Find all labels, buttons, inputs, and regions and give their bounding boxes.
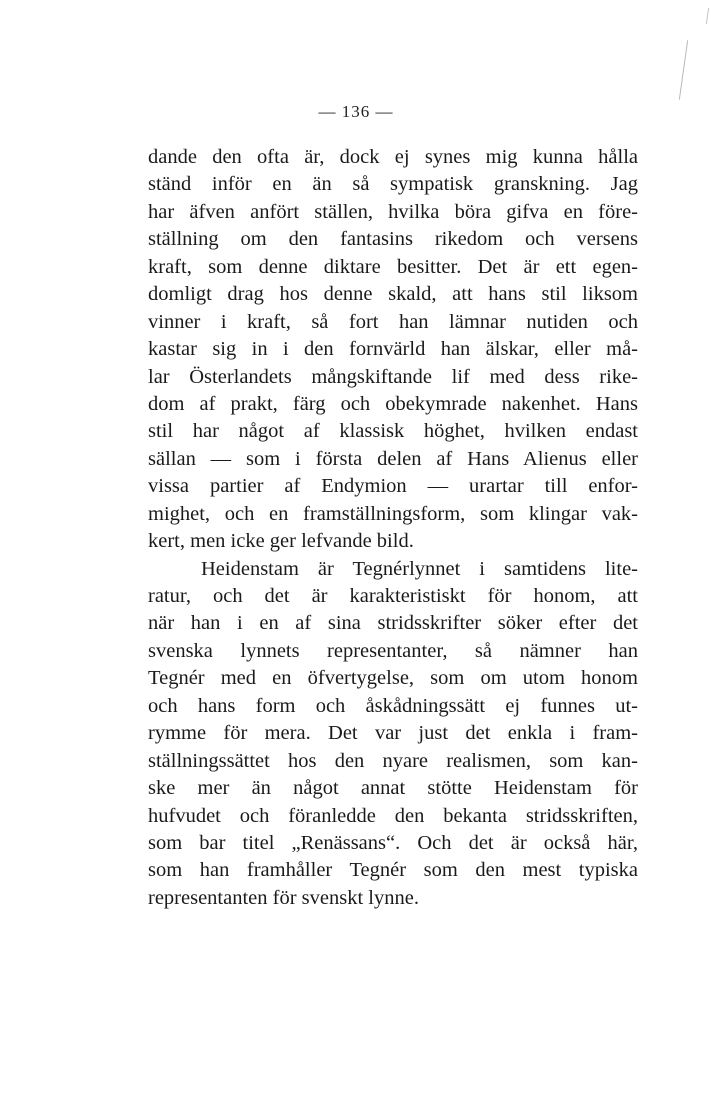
text-line: representanten för svenskt lynne. xyxy=(148,886,419,909)
text-line: som bar titel „Renässans“. Och det är också här, xyxy=(148,831,638,854)
text-line: rymme för mera. Det var just det enkla i fram- xyxy=(148,722,638,745)
text-line: vinner i kraft, så fort han lämnar nutiden och xyxy=(148,310,638,333)
text-line: dom af prakt, färg och obekymrade nakenhet. Hans xyxy=(148,392,638,415)
text-line: ständ inför en än så sympatisk granskning. Jag xyxy=(148,173,638,196)
text-line: Tegnér med en öfvertygelse, som om utom honom xyxy=(148,667,638,690)
text-line: sällan — som i första delen af Hans Alienus eller xyxy=(148,447,638,470)
text-line: när han i en af sina stridsskrifter söker efter det xyxy=(148,612,638,635)
text-line: som han framhåller Tegnér som den mest typiska xyxy=(148,859,638,882)
text-line: ställning om den fantasins rikedom och versens xyxy=(148,228,638,251)
text-line: dande den ofta är, dock ej synes mig kunna hålla xyxy=(148,146,638,168)
paragraph xyxy=(148,556,638,913)
text-line: Heidenstam är Tegnérlynnet i samtidens lite- xyxy=(201,557,638,580)
margin-pencil-mark xyxy=(706,8,709,24)
text-line: stil har något af klassisk höghet, hvilken endast xyxy=(148,420,638,443)
body-text xyxy=(148,144,638,912)
text-line: kert, men icke ger lefvande bild. xyxy=(148,530,414,553)
text-line: ske mer än något annat stötte Heidenstam för xyxy=(148,777,638,800)
text-line: domligt drag hos denne skald, att hans stil liksom xyxy=(148,283,638,306)
text-line: ratur, och det är karakteristiskt för honom, att xyxy=(148,585,638,607)
text-line: ställningssättet hos den nyare realismen, som kan- xyxy=(148,749,638,772)
text-line: hufvudet och föranledde den bekanta stridsskriften, xyxy=(148,804,638,827)
text-line: mighet, och en framställningsform, som klingar vak- xyxy=(148,502,638,525)
margin-pencil-mark xyxy=(679,40,688,100)
text-line: kastar sig in i den fornvärld han älskar, eller må- xyxy=(148,338,638,361)
paragraph xyxy=(148,144,638,556)
page-number: — 136 — xyxy=(318,102,394,121)
text-line: har äfven anfört ställen, hvilka böra gifva en före- xyxy=(148,200,638,223)
text-line: vissa partier af Endymion — urartar till enfor- xyxy=(148,475,638,498)
text-line: svenska lynnets representanter, så nämner han xyxy=(148,639,638,662)
text-line: lar Österlandets mångskiftande lif med dess rike- xyxy=(148,365,638,388)
text-line: kraft, som denne diktare besitter. Det är ett egen- xyxy=(148,255,638,278)
text-line: och hans form och åskådningssätt ej funnes ut- xyxy=(148,694,638,717)
